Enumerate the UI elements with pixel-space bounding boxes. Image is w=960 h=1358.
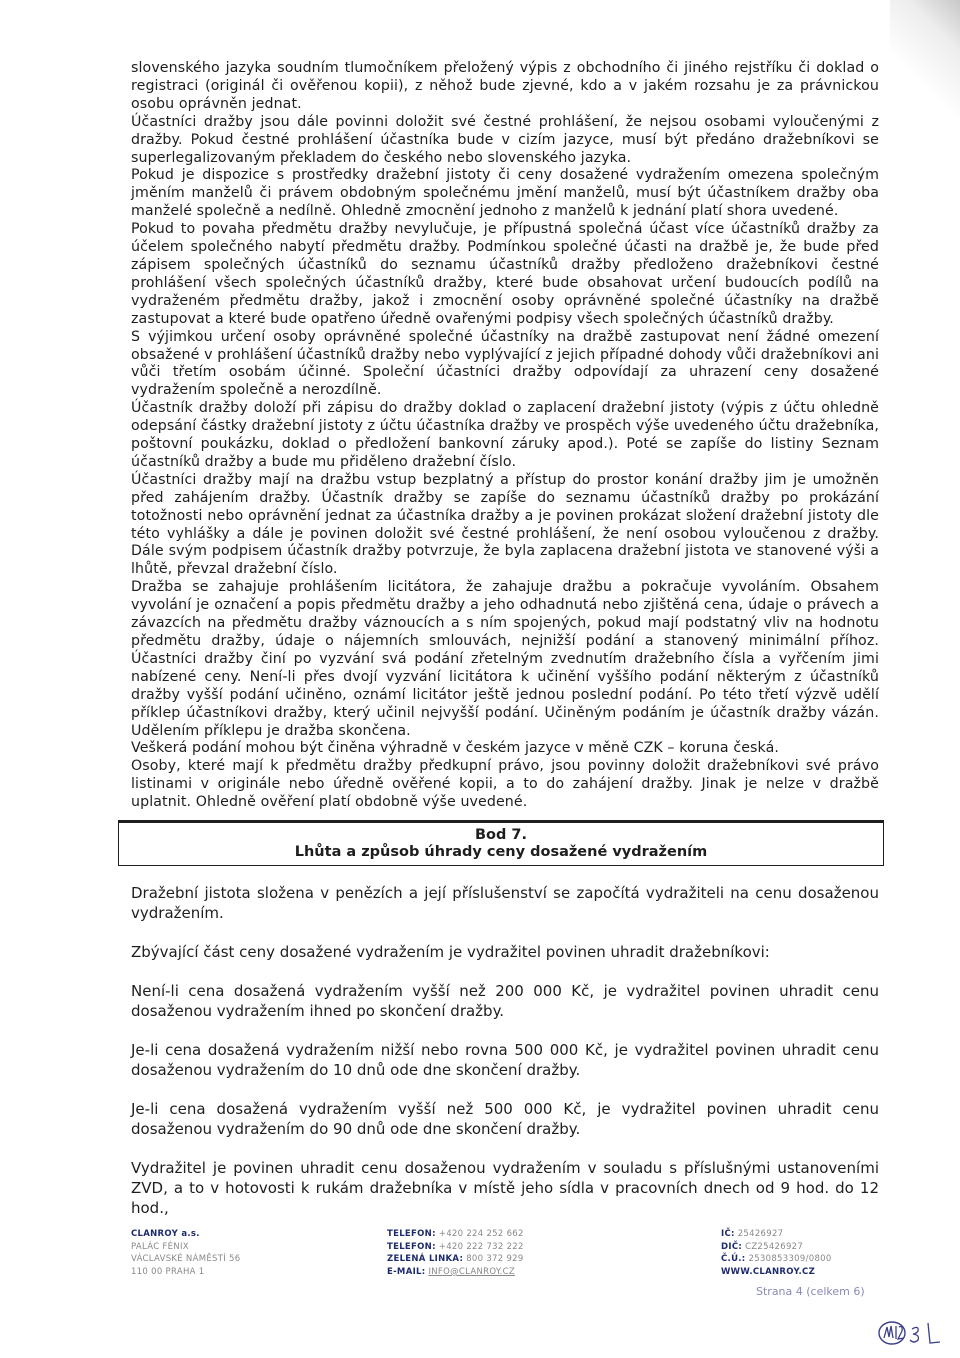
- section-heading-box: [118, 820, 884, 866]
- paragraph: Dražba se zahajuje prohlášením licitátora, že zahajuje dražbu a pokračuje vyvoláním. Obsahem vyvolání je označení a popis předmětu dražby a jeho odhadnutá nebo zjištěná cena, údaje o právech a závazcích na předmětu dražby váznoucích a s ním spojených, pokud mají podstatný vliv na hodnotu předmětu dražby, údaje o nájemních smlouvách, nejnižší podání a stanovený minimální příhoz. Účastníci dražby činí po vyzvání svá podání zřetelným zvednutím dražebního čísla a vyřčením jimi nabízené ceny. Není-li přes dvojí vyzvání licitátora k učinění vyššího podání některým z účastníků dražby vyšší podání učiněno, oznámí licitátor ještě jednou poslední podání. Po této třetí výzvě udělí příklep účastníkovi dražby, který učinil nejvyšší podání. Učiněným podáním je účastník dražby vázán. Udělením příklepu je dražba skončena.: [131, 579, 879, 739]
- ic-row: [721, 1228, 832, 1241]
- page-number: Strana 4 (celkem 6): [756, 1285, 865, 1298]
- website: WWW.CLANROY.CZ: [721, 1266, 816, 1277]
- paragraph: Není-li cena dosažená vydražením vyšší než 200 000 Kč, je vydražitel povinen uhradit cenu dosaženou vydražením ihned po skončení dražby.: [131, 982, 879, 1020]
- footer-address: [131, 1228, 240, 1278]
- footer-registration: [721, 1228, 832, 1278]
- account-row: [721, 1253, 832, 1266]
- paragraph: Je-li cena dosažená vydražením vyšší než 500 000 Kč, je vydražitel povinen uhradit cenu dosaženou vydražením do 90 dnů ode dne skončení dražby.: [131, 1100, 879, 1138]
- body-text-top: [131, 60, 879, 812]
- email-value: INFO@CLANROY.CZ: [428, 1266, 516, 1277]
- account-value: 2530853309/0800: [748, 1254, 832, 1265]
- company-name: CLANROY a.s.: [131, 1229, 200, 1239]
- footer-contacts: [387, 1228, 524, 1278]
- paragraph: slovenského jazyka soudním tlumočníkem přeložený výpis z obchodního či jiného rejstříku či doklad o registraci (originál či ověřenou kopii), z něhož bude zjevné, kdo a v jakém rozsahu je za právnickou osobu oprávněn jednat.: [131, 60, 879, 112]
- handwritten-page-mark-icon: [876, 1313, 960, 1355]
- phone-row-1: [387, 1228, 524, 1241]
- paragraph: Osoby, které mají k předmětu dražby předkupní právo, jsou povinny doložit dražebníkovi své právo listinami v originále nebo úředně ověřené kopii, a to do zahájení dražby. Jinak je nelze v dražbě uplatnit. Ohledně ověření platí obdobně výše uvedené.: [131, 758, 879, 811]
- paragraph: Účastník dražby doloží při zápisu do dražby doklad o zaplacení dražební jistoty (výpis z účtu ohledně odepsání částky dražební jistoty z účtu účastníka dražby ve prospěch výše uvedeného účtu dražebníka, poštovní poukázku, doklad o předložení bankovní záruky apod.). Poté se zapíše do listiny Seznam účastníků dražby a bude mu přiděleno dražební číslo.: [131, 400, 879, 470]
- phone-label: TELEFON:: [387, 1241, 436, 1252]
- ic-value: 25426927: [737, 1229, 784, 1239]
- dic-value: CZ25426927: [745, 1241, 804, 1252]
- email-label: E-MAIL:: [387, 1266, 426, 1277]
- page-corner-shadow: [890, 0, 960, 140]
- paragraph: Účastníci dražby mají na dražbu vstup bezplatný a přístup do prostor konání dražby jim je umožněn před zahájením dražby. Účastník dražby se zapíše do seznamu účastníků dražby po prokázání totožnosti nebo oprávnění jednat za účastníka dražby a je povinen prokázat složení dražební jistoty dle této vyhlášky a dále je povinen doložit své čestné prohlášení, že není osobou vyloučenou z dražby. Dále svým podpisem účastník dražby potvrzuje, že byla zaplacena dražební jistota ve stanovené výši a lhůtě, převzal dražební číslo.: [131, 471, 879, 578]
- account-label: Č.Ú.:: [721, 1254, 746, 1265]
- address-line: PALÁC FÉNIX: [131, 1241, 189, 1252]
- dic-row: [721, 1241, 832, 1254]
- address-line: VÁCLAVSKÉ NÁMĚSTÍ 56: [131, 1254, 241, 1265]
- section-number: Bod 7.: [474, 827, 528, 843]
- phone-row-2: [387, 1241, 524, 1254]
- paragraph: Zbývající část ceny dosažené vydražením je vydražitel povinen uhradit dražebníkovi:: [131, 943, 770, 961]
- green-line-label: ZELENÁ LINKA:: [387, 1254, 464, 1265]
- phone-value: +420 224 252 662: [438, 1229, 524, 1239]
- paragraph: Je-li cena dosažená vydražením nižší nebo rovna 500 000 Kč, je vydražitel povinen uhradit cenu dosaženou vydražením do 10 dnů ode dne skončení dražby.: [131, 1041, 879, 1079]
- paragraph: S výjimkou určení osoby oprávněné společné účastníky na dražbě zastupovat není žádné omezení obsažené v prohlášení účastníků dražby nebo vyplývající z jejich případné dohody vůči dražebníkovi ani vůči třetím osobám účinné. Společní účastníci dražby odpovídají za uhrazení ceny dosažené vydražením společně a nerozdílně.: [131, 328, 879, 399]
- paragraph: Veškerá podání mohou být činěna výhradně v českém jazyce v měně CZK – koruna česká.: [131, 740, 780, 757]
- phone-label: TELEFON:: [387, 1229, 436, 1239]
- phone-value: +420 222 732 222: [438, 1241, 524, 1252]
- paragraph: Dražební jistota složena v penězích a její příslušenství se započítá vydražiteli na cenu dosaženou vydražením.: [131, 884, 879, 922]
- ic-label: IČ:: [721, 1229, 735, 1239]
- paragraph: Vydražitel je povinen uhradit cenu dosaženou vydražením v souladu s příslušnými ustanoveními ZVD, a to v hotovosti k rukám dražebníka v místě jeho sídla v pracovních dnech od 9 hod. do 12 hod.,: [131, 1159, 879, 1217]
- section-title: Lhůta a způsob úhrady ceny dosažené vydražením: [294, 844, 708, 860]
- body-text-bottom: [131, 883, 879, 1237]
- address-line: 110 00 PRAHA 1: [131, 1266, 205, 1277]
- paragraph: Pokud je dispozice s prostředky dražební jistoty či ceny dosažené vydražením omezena společným jměním manželů či právem obdobným společnému jmění manželů, musí být účastníkem dražby oba manželé společně a nedílně. Ohledně zmocnění jednoho z manželů k jednání platí shora uvedené.: [131, 167, 879, 220]
- paragraph: Pokud to povaha předmětu dražby nevylučuje, je přípustná společná účast více účastníků dražby za účelem společného nabytí předmětu dražby. Podmínkou společné účasti na dražbě je, že bude před zápisem společných účastníků do seznamu účastníků dražby předloženo dražebníkovi čestné prohlášení všech společných účastníků dražby, které bude obsahovat určení budoucích podílů na vydraženém předmětu dražby, jakož i zmocnění osoby oprávněné společné účastníky na dražbě zastupovat a které bude opatřeno úředně ovařenými podpisy všech společných účastníků dražby.: [131, 221, 879, 327]
- paragraph: Účastníci dražby jsou dále povinni doložit své čestné prohlášení, že nejsou osobami vyloučenými z dražby. Pokud čestné prohlášení účastníka bude v cizím jazyce, musí být předáno dražebníkovi se superlegalizovaným překladem do českého nebo slovenského jazyka.: [131, 113, 879, 166]
- green-line-value: 800 372 929: [466, 1254, 524, 1265]
- dic-label: DIČ:: [721, 1241, 743, 1252]
- green-line-row: [387, 1253, 524, 1266]
- email-row: [387, 1266, 524, 1279]
